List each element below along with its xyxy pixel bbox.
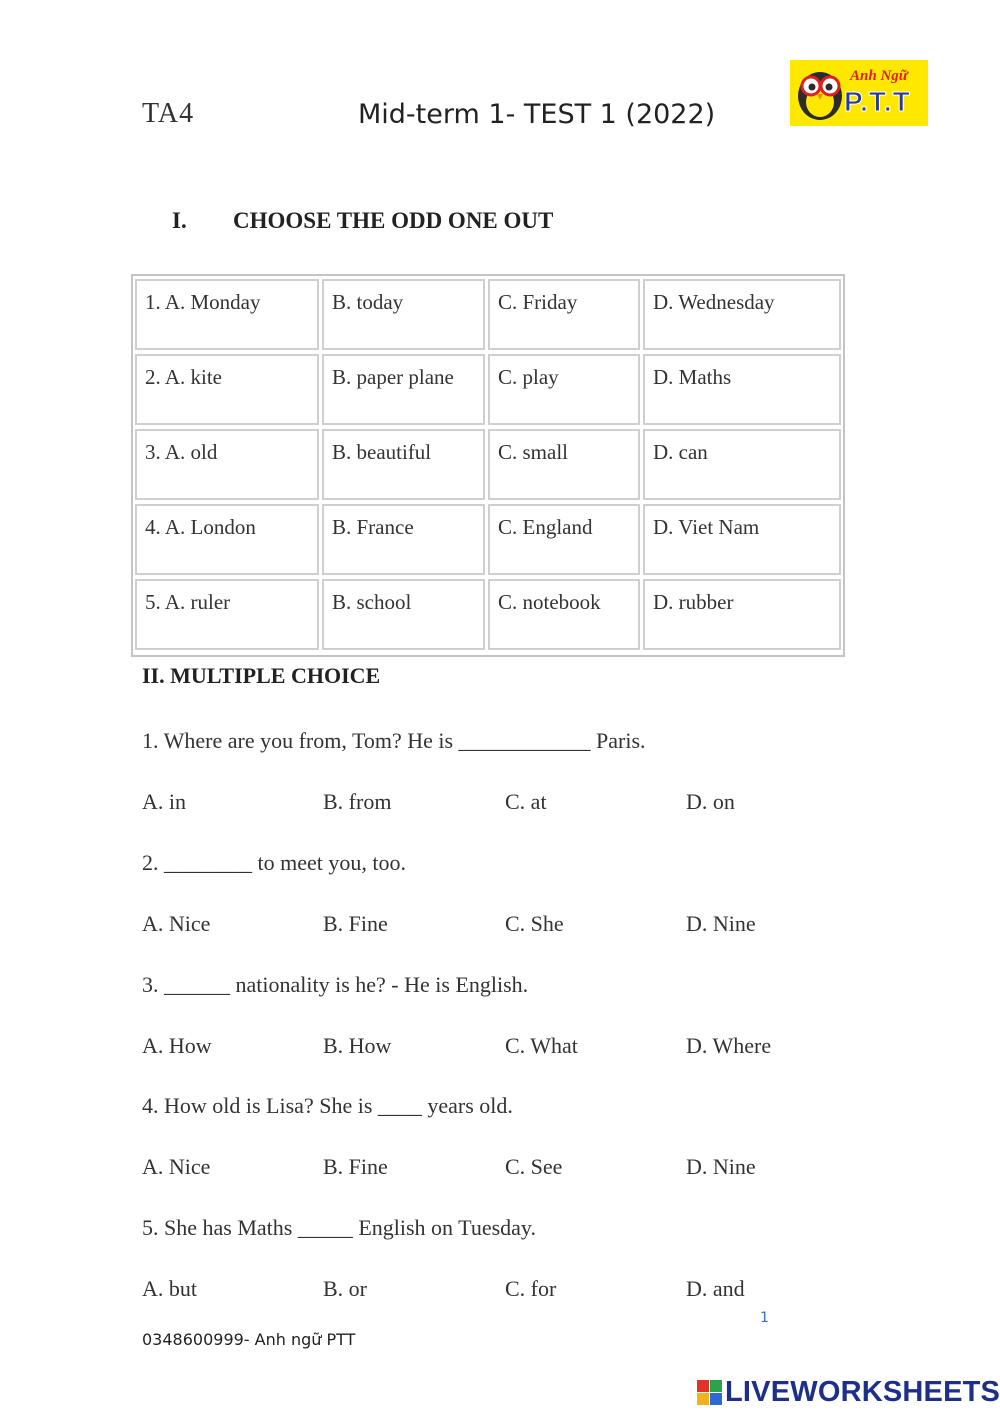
section-1-number: I. [172, 208, 187, 233]
odd-one-out-table [131, 274, 845, 657]
section-2-title: II. MULTIPLE CHOICE [142, 663, 381, 688]
table-cell: B. France [322, 504, 485, 575]
answer-option: D. Where [686, 1033, 772, 1058]
question-text: 4. How old is Lisa? She is ____ years old. [142, 1093, 513, 1118]
table-cell: C. small [488, 429, 640, 500]
table-cell: D. can [643, 429, 841, 500]
answer-option: D. on [686, 789, 735, 814]
table-cell: B. school [322, 579, 485, 650]
ptt-logo [790, 60, 928, 126]
answer-option: D. Nine [686, 911, 756, 936]
footer-contact: 0348600999- Anh ngữ PTT [142, 1330, 356, 1349]
logo-top-text: Anh Ngữ [850, 68, 908, 84]
table-cell: D. Wednesday [643, 279, 841, 350]
table-cell: C. Friday [488, 279, 640, 350]
header-left-label: TA4 [142, 98, 195, 129]
answer-option: A. but [142, 1276, 197, 1301]
table-cell: D. rubber [643, 579, 841, 650]
answer-option: C. What [505, 1033, 578, 1058]
table-cell: C. England [488, 504, 640, 575]
table-cell: 3. A. old [135, 429, 319, 500]
liveworksheets-blocks-icon [697, 1380, 723, 1406]
table-cell: D. Maths [643, 354, 841, 425]
liveworksheets-text: LIVEWORKSHEETS [725, 1376, 1000, 1408]
logo-main-text: P.T.T [844, 86, 911, 117]
answer-option: D. and [686, 1276, 745, 1301]
table-cell: 5. A. ruler [135, 579, 319, 650]
section-1-title: CHOOSE THE ODD ONE OUT [233, 208, 554, 233]
answer-option: C. She [505, 911, 564, 936]
answer-option: A. How [142, 1033, 212, 1058]
question-text: 2. ________ to meet you, too. [142, 850, 406, 875]
table-cell: C. notebook [488, 579, 640, 650]
table-cell: D. Viet Nam [643, 504, 841, 575]
table-cell: 1. A. Monday [135, 279, 319, 350]
answer-option: B. or [323, 1276, 367, 1301]
owl-icon [794, 64, 850, 122]
table-cell: 2. A. kite [135, 354, 319, 425]
answer-option: B. How [323, 1033, 392, 1058]
question-text: 1. Where are you from, Tom? He is ____________ Paris. [142, 728, 646, 753]
answer-option: C. at [505, 789, 547, 814]
question-text: 3. ______ nationality is he? - He is English. [142, 972, 529, 997]
answer-option: B. Fine [323, 1154, 388, 1179]
answer-option: A. Nice [142, 1154, 211, 1179]
table-cell: B. paper plane [322, 354, 485, 425]
answer-option: B. from [323, 789, 392, 814]
answer-option: B. Fine [323, 911, 388, 936]
table-cell: 4. A. London [135, 504, 319, 575]
answer-option: D. Nine [686, 1154, 756, 1179]
page-number: 1 [760, 1310, 769, 1326]
page-title: Mid-term 1- TEST 1 (2022) [358, 99, 716, 130]
table-cell: C. play [488, 354, 640, 425]
answer-option: C. See [505, 1154, 563, 1179]
answer-option: C. for [505, 1276, 557, 1301]
answer-option: A. in [142, 789, 186, 814]
answer-option: A. Nice [142, 911, 211, 936]
table-cell: B. today [322, 279, 485, 350]
table-cell: B. beautiful [322, 429, 485, 500]
question-text: 5. She has Maths _____ English on Tuesday. [142, 1215, 536, 1240]
